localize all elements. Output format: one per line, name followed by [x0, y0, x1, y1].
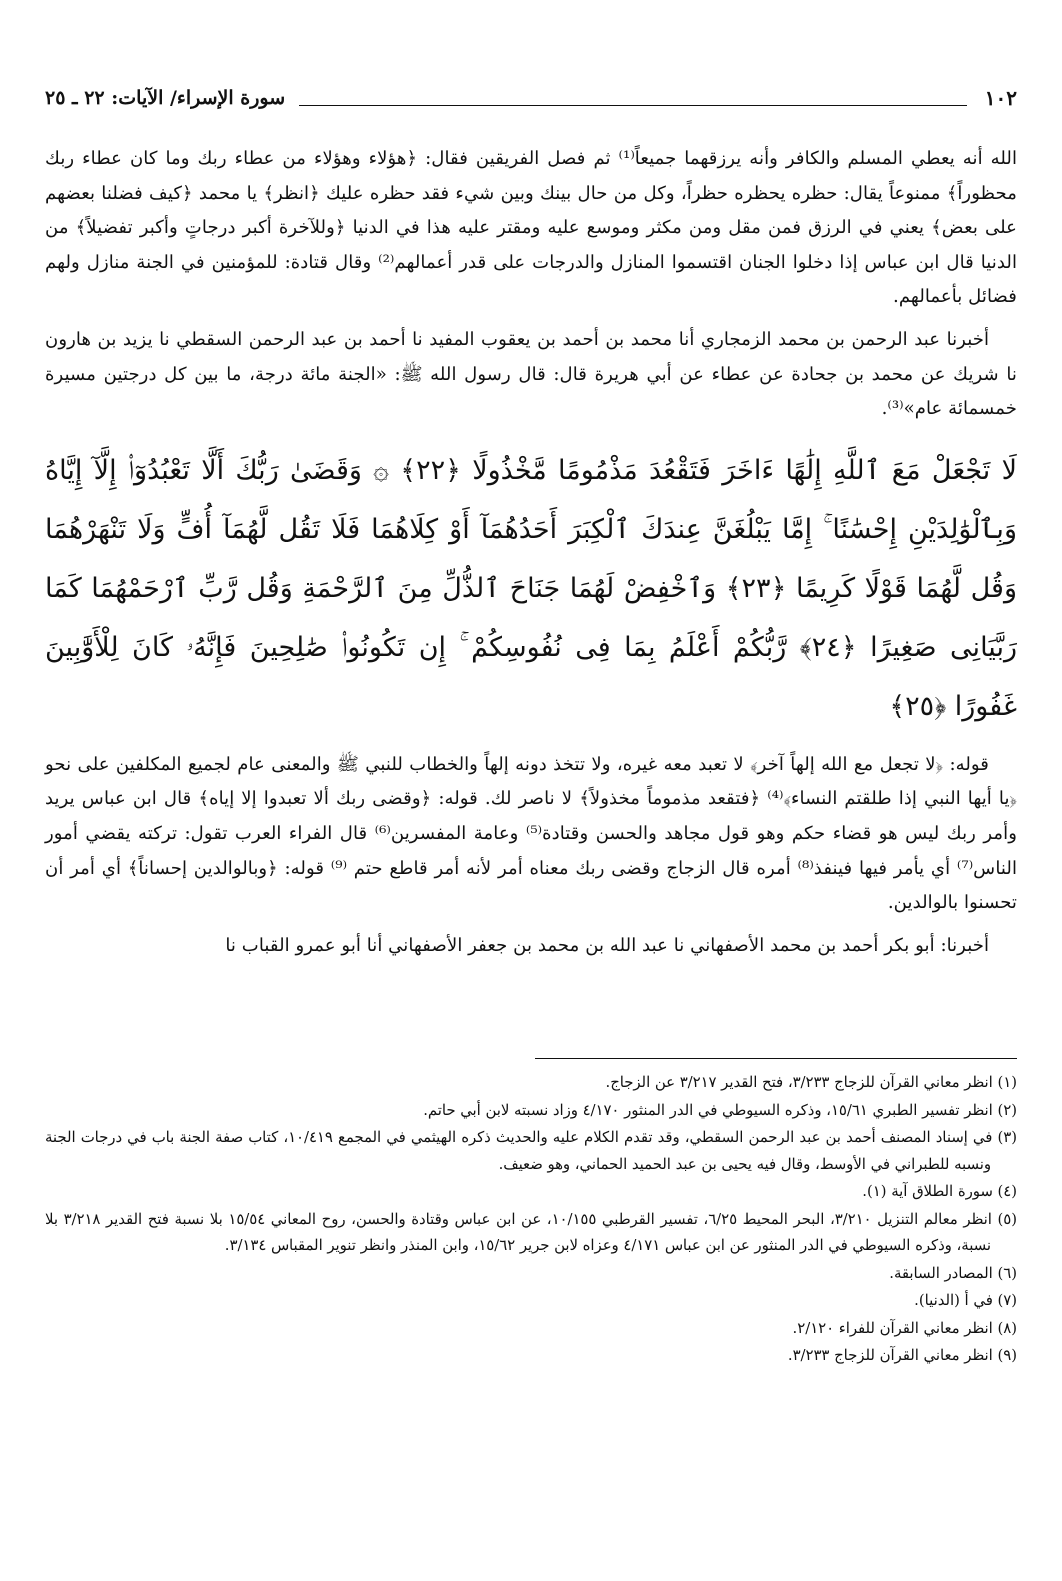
footnote-9: (٩) انظر معاني القرآن للزجاج ٣/٢٣٣.	[787, 1347, 1017, 1364]
header-rule	[299, 105, 967, 106]
footnote-4: (٤) سورة الطلاق آية (١).	[862, 1183, 1017, 1200]
paragraph-4: أخبرنا: أبو بكر أحمد بن محمد الأصفهاني نا عبد الله بن محمد بن جعفر الأصفهاني أنا أبو عمرو القباب نا	[225, 934, 989, 956]
page-header	[45, 84, 1017, 112]
footnote-5: (٥) انظر معالم التنزيل ٣/٢١٠، البحر المحيط ٦/٢٥، تفسير القرطبي ١٠/١٥٥، عن ابن عباس وقتادة والحسن، روح المعاني ١٥/٥٤ بلا نسبة فتح القدير ٣/٢١٨ بلا نسبة، وذكره السيوطي في الدر المنثور عن ابن عباس ٤/١٧١ وعزاه لابن جرير ١٥/٦٢، وابن المنذر وانظر تنوير المقباس ٣/١٣٤.	[45, 1210, 1018, 1254]
running-title: سورة الإسراء/ الآيات: ٢٢ ـ ٢٥	[45, 87, 286, 109]
footnotes	[45, 1070, 1017, 1371]
paragraph-3: قوله: ﴿لا تجعل مع الله إلهاً آخر﴾ لا تعبد معه غيره، ولا تتخذ دونه إلهاً والخطاب للنبي ﷺ والمعنى عام لجميع المكلفين على نحو ﴿يا أيها النبي إذا طلقتم النساء﴾⁽⁴⁾ ﴿فتقعد مذموماً مخذولاً﴾ لا ناصر لك. قوله: ﴿وقضى ربك ألا تعبدوا إلا إياه﴾ قال ابن عباس يريد وأمر ربك ليس هو قضاء حكم وهو قول مجاهد والحسن وقتادة⁽⁵⁾ وعامة المفسرين⁽⁶⁾ قال الفراء العرب تقول: تركته يقضي أمور الناس⁽⁷⁾ أي يأمر فيها فينفذ⁽⁸⁾ أمره قال الزجاج وقضى ربك معناه أمر لأنه أمر قاطع حتم ⁽⁹⁾ قوله: ﴿وبالوالدين إحساناً﴾ أي أمر أن تحسنوا بالوالدين.	[45, 753, 1018, 914]
footnote-rule	[535, 1058, 1017, 1059]
main-text	[45, 142, 1017, 971]
quran-verses: لَا تَجْعَلْ مَعَ ٱللَّهِ إِلَٰهًا ءَاخَرَ فَتَقْعُدَ مَذْمُومًا مَّخْذُولًا ﴿٢٢﴾ ۞ وَقَضَىٰ رَبُّكَ أَلَّا تَعْبُدُوٓا۟ إِلَّآ إِيَّاهُ وَبِٱلْوَٰلِدَيْنِ إِحْسَٰنًا ۚ إِمَّا يَبْلُغَنَّ عِندَكَ ٱلْكِبَرَ أَحَدُهُمَآ أَوْ كِلَاهُمَا فَلَا تَقُل لَّهُمَآ أُفٍّ وَلَا تَنْهَرْهُمَا وَقُل لَّهُمَا قَوْلًا كَرِيمًا ﴿٢٣﴾ وَٱخْفِضْ لَهُمَا جَنَاحَ ٱلذُّلِّ مِنَ ٱلرَّحْمَةِ وَقُل رَّبِّ ٱرْحَمْهُمَا كَمَا رَبَّيَانِى صَغِيرًا ﴿٢٤﴾ رَّبُّكُمْ أَعْلَمُ بِمَا فِى نُفُوسِكُمْ ۚ إِن تَكُونُوا۟ صَٰلِحِينَ فَإِنَّهُۥ كَانَ لِلْأَوَّٰبِينَ غَفُورًا ﴿٢٥﴾	[45, 454, 1017, 722]
paragraph-2: أخبرنا عبد الرحمن بن محمد الزمجاري أنا محمد بن أحمد بن يعقوب المفيد نا أحمد بن عبد الرحمن السقطي نا يزيد بن هارون نا شريك عن محمد بن جحادة عن عطاء عن أبي هريرة قال: قال رسول الله ﷺ: «الجنة مائة درجة، ما بين كل درجتين مسيرة خمسمائة عام»⁽³⁾.	[45, 328, 1017, 420]
footnote-8: (٨) انظر معاني القرآن للفراء ٢/١٢٠.	[792, 1319, 1017, 1337]
footnote-3: (٣) في إسناد المصنف أحمد بن عبد الرحمن السقطي، وقد تقدم الكلام عليه والحديث ذكره الهيثمي في المجمع ١٠/٤١٩، كتاب صفة الجنة باب في درجات الجنة ونسبه للطبراني في الأوسط، وقال فيه يحيى بن عبد الحميد الحماني، وهو ضعيف.	[45, 1129, 1017, 1173]
footnote-7: (٧) في أ (الدنيا).	[914, 1292, 1017, 1309]
page-number: ١٠٢	[984, 86, 1017, 110]
footnote-1: (١) انظر معاني القرآن للزجاج ٣/٢٣٣، فتح القدير ٣/٢١٧ عن الزجاج.	[605, 1074, 1017, 1091]
footnote-6: (٦) المصادر السابقة.	[889, 1264, 1017, 1282]
paragraph-1: الله أنه يعطي المسلم والكافر وأنه يرزقهما جميعاً⁽¹⁾ ثم فصل الفريقين فقال: ﴿هؤلاء وهؤلاء من عطاء ربك وما كان عطاء ربك محظوراً﴾ ممنوعاً يقال: حظره يحظره حظراً، وكل من حال بينك وبين شيء فقد حظره عليك ﴿انظر﴾ يا محمد ﴿كيف فضلنا بعضهم على بعض﴾ يعني في الرزق فمن مقل ومن مكثر وموسع عليه ومقتر عليه هذا في الدنيا ﴿وللآخرة أكبر درجاتٍ وأكبر تفضيلاً﴾ من الدنيا قال ابن عباس إذا دخلوا الجنان اقتسموا المنازل والدرجات على قدر أعمالهم⁽²⁾ وقال قتادة: للمؤمنين في الجنة منازل ولهم فضائل بأعمالهم.	[45, 148, 1017, 308]
footnote-2: (٢) انظر تفسير الطبري ١٥/٦١، وذكره السيوطي في الدر المنثور ٤/١٧٠ وزاد نسبته لابن أبي حاتم.	[423, 1101, 1017, 1119]
